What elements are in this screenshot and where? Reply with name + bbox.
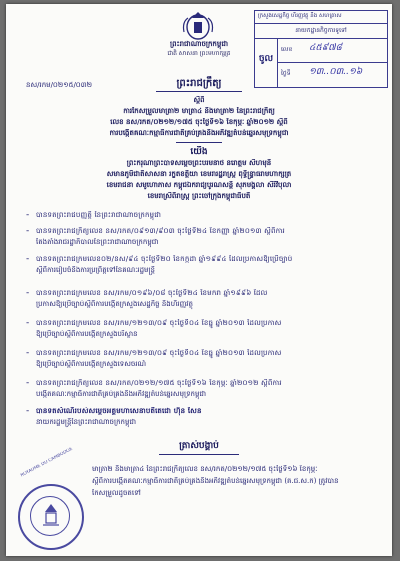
king-title-line-3: ខេមរាជនា សមូហោភាស កម្ពុជឯករាជ្យបូរណសន្តិ សុភមង្គលា សិរីវិបុលា	[106, 181, 292, 189]
preamble-continuation: ស្តីពីការរៀបចំនិងការប្រព្រឹត្តទៅនៃគណៈរដ្ឋមន្ត្រី	[36, 266, 155, 274]
stamp-department-line: នាយកដ្ឋានកិច្ចការទូទៅ	[295, 27, 347, 34]
decree-heading: ត្រាស់បង្គាប់	[179, 441, 219, 451]
stamp-ministry-line: ក្រសួងសេដ្ឋកិច្ច ហិរញ្ញវត្ថុ និង សហគ្រាស	[258, 13, 342, 19]
preamble-continuation: តែងតាំងរាជរដ្ឋាភិបាលនៃព្រះរាជាណាចក្រកម្ពុជា	[36, 238, 159, 246]
preamble-continuation: ឱ្យប្រើច្បាប់ស្តីពីការបង្កើតក្រសួងបរិស្ថាន	[36, 330, 138, 338]
king-title-line-1: ព្រះករុណាព្រះបាទសម្តេចព្រះបរមនាថ នរោត្តម សីហមុនី	[126, 159, 272, 167]
subject-line-3: ការបង្កើតគណៈកម្មាធិការជាតិគ្រប់គ្រងនិងអភិវឌ្ឍតំបន់ឆ្នេរសមុទ្រកម្ពុជា	[109, 129, 289, 137]
preamble-item: - បានទតព្រះរាជក្រមលេខ នស/រកម/១២១៣/០៩ ចុះថ្ងៃទី០៤ ខែធ្នូ ឆ្នាំ២០១៣ ដែលប្រកាស	[26, 318, 282, 328]
subject-label: ស្តីពី	[193, 96, 205, 104]
subject-line-2: លេខ នស/រកត/០២១២/១៧៥ ចុះថ្ងៃទី១៦ ខែកុម្ភៈ ឆ្នាំ២០១២ ស្តីពី	[110, 118, 288, 126]
seal-text: ROYAUME DU CAMBODGE	[20, 446, 74, 479]
kingdom-title: ព្រះរាជាណាចក្រកម្ពុជា	[169, 40, 228, 48]
article-line-1: មាត្រា២ និងមាត្រា៤ នៃព្រះរាជក្រឹត្យលេខ នស/រកត/០២១២/១៧៥ ចុះថ្ងៃទី១៦ ខែកុម្ភៈ	[92, 465, 318, 473]
reference-number: នស/រកម/០២១៥/០៣២	[26, 81, 93, 89]
stamp-number-value: ៤៥៩៧៨	[309, 43, 342, 53]
preamble-continuation: នាយករដ្ឋមន្ត្រីនៃព្រះរាជាណាចក្រកម្ពុជា	[36, 418, 137, 426]
document-type-title: ព្រះរាជក្រឹត្យ	[176, 78, 222, 89]
decree-underline	[159, 454, 239, 455]
king-title-line-4: ខេមរាស្រីពិរាស្ត្រ ព្រះចៅក្រុងកម្ពុជាធិបតី	[147, 192, 251, 200]
article-line-3: កែសម្រួលដូចតទៅ	[92, 489, 141, 497]
preamble-item: - បានទតព្រះរាជក្រឹត្យលេខ នស/រកត/០២១២/១៧៥ ចុះថ្ងៃទី១៦ ខែកុម្ភៈ ឆ្នាំ២០១២ ស្តីពីការ	[26, 378, 282, 388]
preamble-item: - បានទតព្រះរាជក្រមលេខ នស/រកម/០១៩៦/០៨ ចុះថ្ងៃទី២៤ ខែមករា ឆ្នាំ១៩៩៦ ដែល	[26, 288, 268, 298]
nation-religion-king: ជាតិ សាសនា ព្រះមហាក្សត្រ	[167, 50, 231, 57]
we-label: យើង	[190, 147, 208, 157]
royal-seal	[18, 484, 84, 550]
preamble-item: - បានទតព្រះរាជក្រឹត្យលេខ នស/រកត/០៩១៣/៩០៣ ចុះថ្ងៃទី២៤ ខែកញ្ញា ឆ្នាំ២០១៣ ស្តីពីការ	[26, 226, 285, 236]
preamble-item: - បានទតសំណើរបស់សម្តេចអគ្គមហាសេនាបតីតេជោ ហ៊ុន សែន	[26, 406, 202, 416]
preamble-continuation: ឱ្យប្រើច្បាប់ស្តីពីការបង្កើតក្រសួងទេសចរណ៍	[36, 360, 147, 368]
subject-line-1: ការកែសម្រួលមាត្រា២ មាត្រា៤ និងមាត្រា២ នៃព្រះរាជក្រឹត្យ	[123, 107, 275, 115]
stamp-number-label: លេខ	[281, 46, 293, 53]
stamp-date-label: ថ្ងៃទី	[281, 70, 291, 77]
preamble-item: - បានទតព្រះរាជបញ្ញត្តិ នៃព្រះរាជាណាចក្រកម្ពុជា	[26, 210, 162, 220]
king-title-line-2: សមានភូមិជាតិសាសនា រក្ខតខត្តិយា ខេមរារដ្ឋរាស្ត្រ ពុទ្ធិន្ទ្រាធរាមហាក្សត្រ	[106, 170, 292, 178]
preamble-item: - បានទតព្រះរាជក្រមលេខ នស/រកម/១២១៣/០៩ ចុះថ្ងៃទី០៤ ខែធ្នូ ឆ្នាំ២០១៣ ដែលប្រកាស	[26, 348, 282, 358]
royal-emblem-icon	[178, 10, 218, 42]
stamp-incoming-label: ចូល	[258, 54, 274, 64]
preamble-continuation: ប្រកាសឱ្យប្រើច្បាប់ស្តីពីការបង្កើតក្រសួងសេដ្ឋកិច្ច និងហិរញ្ញវត្ថុ	[36, 300, 193, 308]
seal-crown-icon	[39, 502, 63, 528]
preamble-item: - បានទតព្រះរាជក្រមលេខ០២/នស/៩៤ ចុះថ្ងៃទី២០ ខែកក្កដា ឆ្នាំ១៩៩៤ ដែលប្រកាសឱ្យប្រើច្បាប់	[26, 254, 293, 264]
stamp-date-value: ១៣..០៣..១៦	[309, 67, 363, 77]
title-underline	[156, 91, 242, 92]
preamble-continuation: បង្កើតគណៈកម្មាធិការជាតិគ្រប់គ្រងនិងអភិវឌ្ឍតំបន់ឆ្នេរសមុទ្រកម្ពុជា	[36, 390, 207, 398]
article-line-2: ស្តីពីការបង្កើតគណៈកម្មាធិការជាតិគ្រប់គ្រងនិងអភិវឌ្ឍតំបន់ឆ្នេរសមុទ្រកម្ពុជា (គ.ជ.ស.ក) ត្រូវបាន	[92, 477, 339, 485]
subject-divider	[176, 142, 222, 143]
document-page	[6, 4, 392, 556]
